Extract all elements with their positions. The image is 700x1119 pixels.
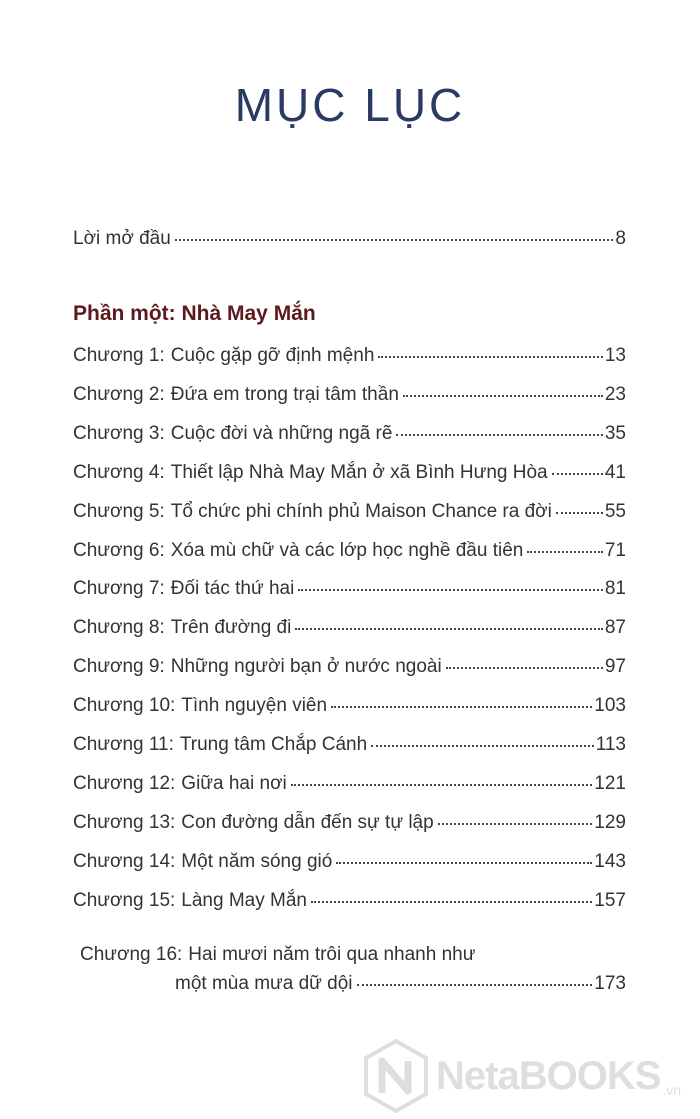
page-number: 97 — [604, 656, 626, 678]
chapter-title: Thiết lập Nhà May Mắn ở xã Bình Hưng Hòa — [170, 461, 548, 483]
chapter-title: Một năm sóng gió — [181, 850, 333, 872]
watermark-text: NetaBOOKS — [436, 1053, 661, 1098]
dot-leader — [357, 980, 593, 986]
dot-leader — [396, 430, 602, 436]
chapter-title-line2: một mùa mưa dữ dội — [175, 973, 353, 994]
toc-entry-chapter — [73, 462, 626, 484]
page-number: 55 — [604, 500, 626, 522]
chapter-title: Cuộc gặp gỡ định mệnh — [170, 345, 375, 366]
page-number: 113 — [595, 734, 626, 755]
chapter-title: Trung tâm Chắp Cánh — [179, 734, 368, 755]
dot-leader — [336, 858, 592, 864]
toc-entry-chapter — [73, 851, 626, 873]
chapter-title: Tình nguyện viên — [181, 695, 328, 717]
page-number: 143 — [594, 850, 626, 872]
chapter-prefix: Chương 3: — [73, 422, 165, 444]
chapter-prefix: Chương 7: — [73, 578, 165, 600]
toc-entry-chapter-16-line2 — [175, 973, 626, 995]
chapter-prefix: Chương 5: — [73, 500, 165, 522]
chapter-prefix: Chương 15: — [73, 889, 176, 911]
chapter-title-line1: Hai mươi năm trôi qua nhanh như — [188, 944, 476, 965]
page-number: 8 — [615, 228, 626, 249]
toc-entry-chapter — [73, 617, 626, 639]
page-number: 173 — [594, 973, 626, 994]
chapter-prefix: Chương 6: — [73, 539, 165, 561]
toc-entry-chapter — [73, 656, 626, 678]
chapter-title: Tổ chức phi chính phủ Maison Chance ra đời — [170, 500, 552, 522]
toc-entry-chapter — [73, 890, 626, 912]
chapter-title: Giữa hai nơi — [181, 772, 287, 794]
dot-leader — [311, 897, 592, 903]
toc-entry-chapter — [73, 345, 626, 367]
chapter-title: Đối tác thứ hai — [170, 578, 295, 600]
toc-entry-chapter — [73, 384, 626, 406]
toc-entry-chapter — [73, 812, 626, 834]
page-number: 103 — [594, 695, 626, 717]
toc-entry-intro — [73, 228, 626, 250]
dot-leader — [378, 352, 602, 358]
dot-leader — [331, 702, 592, 708]
page-number: 41 — [604, 461, 626, 483]
page-number: 129 — [594, 811, 626, 833]
toc-entry-chapter — [73, 423, 626, 445]
dot-leader — [371, 741, 594, 747]
chapter-title: Con đường dẫn đến sự tự lập — [181, 811, 434, 833]
chapter-title: Xóa mù chữ và các lớp học nghề đầu tiên — [170, 539, 524, 561]
watermark-suffix: .vn — [662, 1082, 682, 1098]
chapter-prefix: Chương 14: — [73, 850, 176, 872]
part-heading: Phần một: Nhà May Mắn — [73, 302, 316, 325]
page-title: MỤC LỤC — [234, 79, 466, 131]
page-number: 13 — [604, 345, 626, 366]
dot-leader — [446, 663, 603, 669]
chapter-prefix: Chương 2: — [73, 383, 165, 405]
toc-entry-chapter — [73, 734, 626, 756]
watermark — [362, 1036, 692, 1116]
page-number: 121 — [594, 772, 626, 794]
chapter-title: Trên đường đi — [170, 617, 292, 639]
chapter-title: Những người bạn ở nước ngoài — [170, 656, 442, 678]
chapter-prefix: Chương 1: — [73, 345, 165, 366]
toc-entry-chapter — [73, 540, 626, 562]
dot-leader — [527, 547, 603, 553]
page-number: 81 — [604, 578, 626, 600]
dot-leader — [403, 391, 603, 397]
toc-entry-chapter — [73, 773, 626, 795]
chapter-prefix: Chương 9: — [73, 656, 165, 678]
dot-leader — [291, 780, 593, 786]
dot-leader — [295, 624, 603, 630]
page-number: 157 — [594, 889, 626, 911]
dot-leader — [552, 469, 603, 475]
toc-entry-chapter-16-line1 — [80, 944, 475, 966]
chapter-prefix: Chương 13: — [73, 811, 176, 833]
dot-leader — [175, 235, 614, 241]
page-number: 87 — [604, 617, 626, 639]
dot-leader — [556, 508, 603, 514]
chapter-prefix: Chương 10: — [73, 695, 176, 717]
page-number: 71 — [604, 539, 626, 561]
chapter-prefix: Chương 11: — [73, 734, 174, 755]
toc-entry-chapter — [73, 501, 626, 523]
chapter-prefix: Chương 4: — [73, 461, 165, 483]
entry-label: Lời mở đầu — [73, 228, 171, 249]
chapter-prefix: Chương 16: — [80, 944, 183, 965]
chapter-title: Làng May Mắn — [181, 889, 307, 911]
chapter-prefix: Chương 8: — [73, 617, 165, 639]
page-number: 23 — [604, 383, 626, 405]
chapter-title: Đứa em trong trại tâm thần — [170, 383, 399, 405]
dot-leader — [298, 585, 603, 591]
toc-entry-chapter — [73, 578, 626, 600]
chapter-title: Cuộc đời và những ngã rẽ — [170, 422, 393, 444]
toc-entry-chapter — [73, 695, 626, 717]
dot-leader — [438, 819, 593, 825]
chapter-prefix: Chương 12: — [73, 772, 176, 794]
page-number: 35 — [604, 422, 626, 444]
netabooks-logo-icon — [362, 1039, 430, 1113]
